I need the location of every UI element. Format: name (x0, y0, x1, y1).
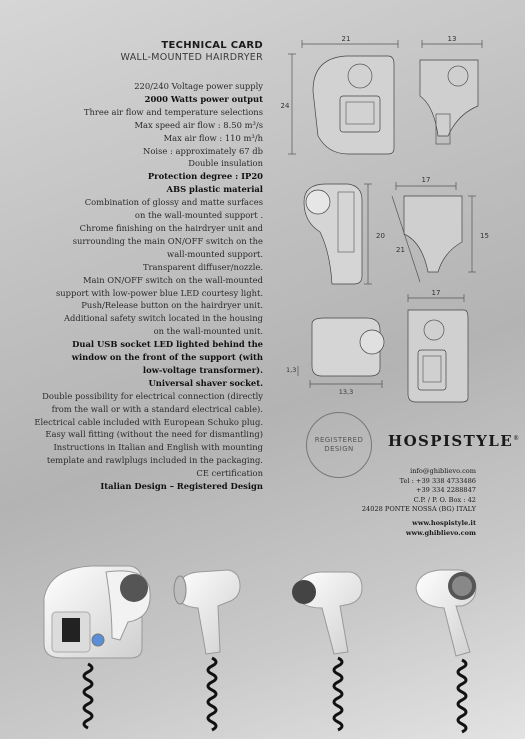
spec-line: template and rawlplugs included in the packaging. (46, 455, 263, 466)
web-link-ghiblievo: www.ghiblievo.com (405, 528, 476, 537)
contact-email: info@ghiblievo.com (410, 467, 476, 475)
spec-line: Double possibility for electrical connection (directly (42, 390, 263, 401)
spec-line: wall-mounted support. (167, 248, 263, 259)
dim-side-width: 13,3 (338, 388, 354, 396)
spec-line: ABS plastic material (166, 184, 263, 195)
spec-line: low-voltage transformer). (142, 364, 263, 375)
contact-tel1: Tel : +39 338 4733486 (399, 476, 476, 485)
spec-line: from the wall or with a standard electrical cable). (51, 403, 263, 414)
spec-line: Max air flow : 110 m³/h (163, 132, 263, 143)
product-photos (0, 548, 525, 739)
contact-address: 24028 PONTE NOSSA (BG) ITALY (361, 505, 476, 514)
dim-top-depth: 13 (447, 35, 457, 43)
seal-line2: DESIGN (324, 445, 354, 453)
web-block (406, 519, 476, 538)
dim-bottom-width: 17 (431, 289, 441, 297)
spec-line: 2000 Watts power output (144, 93, 263, 104)
spec-line: Max speed air flow : 8.50 m³/s (134, 119, 263, 130)
spec-line: Electrical cable included with European Schuko plug. (34, 416, 263, 427)
dim-mid-width: 17 (421, 176, 431, 184)
contact-tel2: +39 334 2288847 (415, 486, 476, 495)
spec-line: Instructions in Italian and English with mounting (53, 442, 263, 453)
spec-line: Additional safety switch located in the housing (63, 313, 263, 324)
contact-pobox: C.P. / P. O. Box : 42 (413, 495, 476, 504)
photo-dryer-front (174, 570, 240, 730)
spec-line: surrounding the main ON/OFF switch on the (72, 235, 263, 246)
spec-line: Noise : approximately 67 db (143, 145, 263, 156)
brand-mark: ® (513, 435, 521, 442)
spec-line: Transparent diffuser/nozzle. (142, 261, 263, 272)
spec-list (5, 80, 263, 493)
drawing-side-views (292, 172, 502, 296)
drawing-bottom-views (284, 290, 499, 409)
brand-name: HOSPISTYLE (388, 432, 514, 450)
seal-line1: REGISTERED (314, 436, 364, 444)
spec-line: Easy wall fitting (without the need for dismantling) (45, 429, 263, 440)
spec-line: Chrome finishing on the hairdryer unit and (79, 222, 263, 233)
dim-top-width: 21 (341, 35, 351, 43)
spec-line: Combination of glossy and matte surfaces (84, 197, 263, 208)
dim-side-thickness: 1,3 (286, 366, 297, 374)
contact-block (362, 467, 476, 515)
photo-dryer-side (292, 572, 362, 730)
spec-line: Dual USB socket LED lighted behind the (72, 339, 263, 350)
drawing-front-side (280, 35, 498, 165)
spec-line: CE certification (196, 468, 263, 479)
spec-line: on the wall-mounted support . (134, 210, 263, 221)
page-title: TECHNICAL CARD (161, 40, 263, 51)
spec-line: Three air flow and temperature selections (83, 106, 263, 117)
page-subtitle: WALL-MOUNTED HAIRDRYER (120, 52, 263, 63)
spec-line: Double insulation (188, 158, 263, 169)
spec-line: support with low-power blue LED courtesy light. (55, 287, 263, 298)
spec-line: Main ON/OFF switch on the wall-mounted (82, 274, 263, 285)
spec-line: Push/Release button on the hairdryer unit. (81, 300, 263, 311)
dim-mid-height-diag: 21 (396, 246, 405, 254)
spec-line: window on the front of the support (with (71, 352, 263, 363)
web-link-hospistyle: www.hospistyle.it (412, 519, 476, 527)
dim-mid-height-right: 15 (480, 232, 489, 240)
spec-line: Italian Design – Registered Design (100, 481, 263, 492)
photo-dryer-back (416, 570, 476, 732)
spec-line: Protection degree : IP20 (147, 171, 263, 182)
spec-line: Universal shaver socket. (148, 377, 263, 388)
dim-mid-height-left: 20 (376, 232, 385, 240)
photo-wall-unit (44, 566, 150, 728)
spec-line: 220/240 Voltage power supply (134, 81, 263, 91)
dim-top-height: 24 (280, 102, 290, 110)
spec-line: on the wall-mounted unit. (153, 326, 263, 337)
brand-logo (388, 432, 520, 450)
